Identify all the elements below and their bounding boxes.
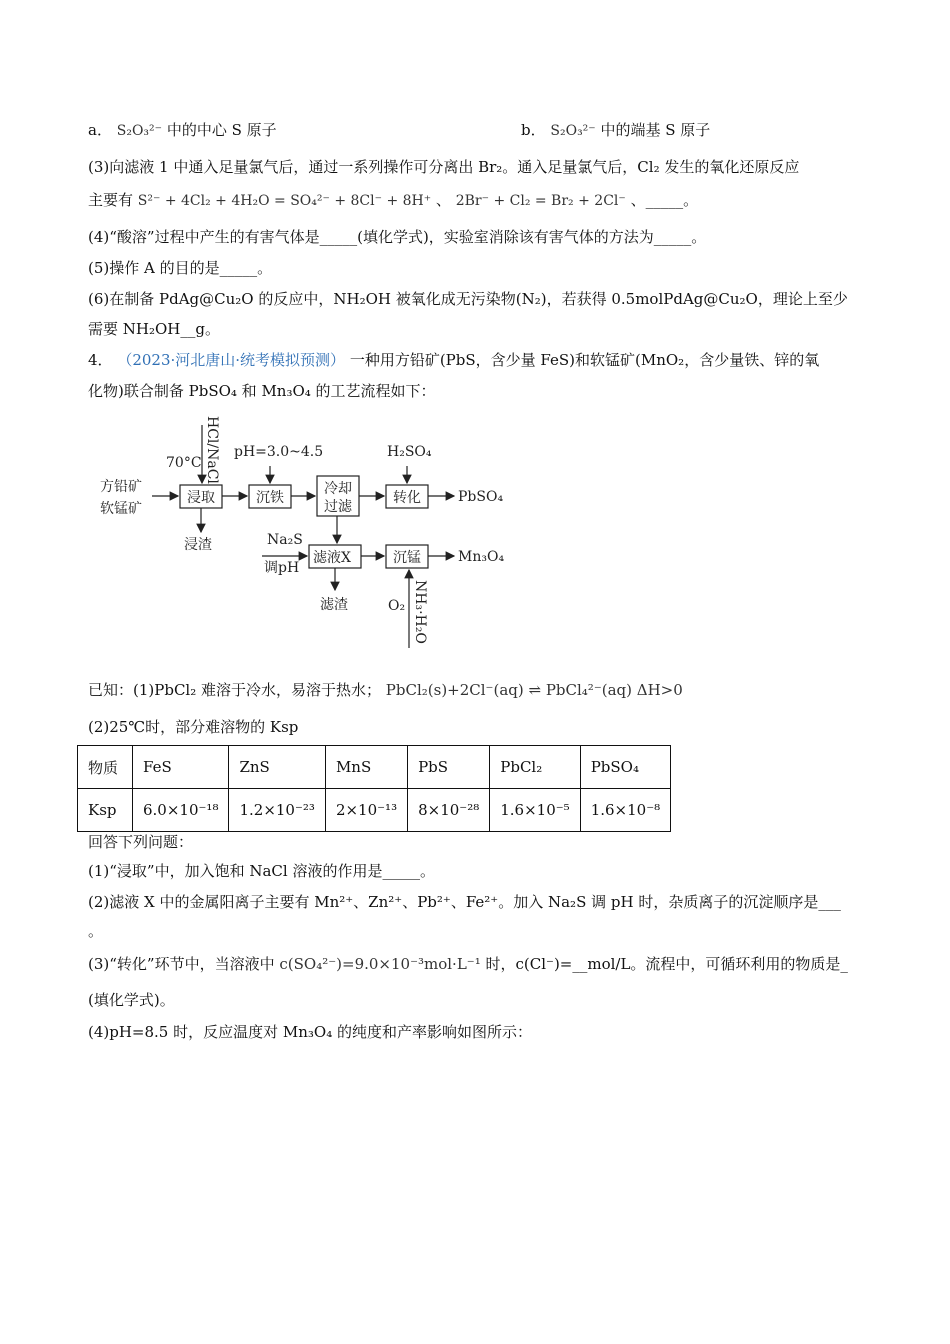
reagent-ammonia: NH₃·H₂O: [412, 580, 428, 644]
question-number: 4．: [88, 351, 113, 369]
question-4-line2: 化物)联合制备 PbSO₄ 和 Mn₃O₄ 的工艺流程如下：: [88, 382, 436, 400]
option-a: [88, 120, 277, 141]
q3-line1: (3)向滤液 1 中通入足量氯气后，通过一系列操作可分离出 Br₂。通入足量氯气后，Cl₂ 发生的氧化还原反应: [88, 158, 800, 176]
table-cell: PbS: [408, 746, 490, 789]
table-cell: Ksp: [78, 789, 133, 832]
box-convert-label: 转化: [393, 490, 421, 506]
q4-acid: (4)“酸溶”过程中产生的有害气体是_____(填化学式)，实验室消除该有害气体的方法为_____。: [88, 228, 707, 246]
table-cell: 2×10⁻¹³: [325, 789, 407, 832]
box-filtrate-x-label: 滤液X: [313, 550, 351, 566]
option-b-formula: S₂O₃²⁻: [550, 123, 596, 139]
q6-line2: 需要 NH₂OH__g。: [88, 320, 220, 338]
option-a-text: 中的中心 S 原子: [166, 121, 277, 139]
adjust-ph-label: 调pH: [264, 560, 300, 576]
answer-intro: 回答下列问题：: [88, 833, 194, 851]
known-1-text: 已知：(1)PbCl₂ 难溶于冷水，易溶于热水；: [88, 681, 381, 699]
input-galena: 方铅矿: [100, 479, 142, 495]
q3-separator: 、: [435, 191, 451, 209]
temp-label: 70°C: [166, 455, 202, 471]
answer-3-line2: (填化学式)。: [88, 991, 175, 1009]
q3-line2: [88, 190, 698, 211]
answer-1: (1)“浸取”中，加入饱和 NaCl 溶液的作用是_____。: [88, 862, 435, 880]
q3-end: 、_____。: [630, 191, 699, 209]
q5-operation: (5)操作 A 的目的是_____。: [88, 259, 273, 277]
input-pyrolusite: 软锰矿: [100, 501, 142, 517]
question-source: （2023·河北唐山·统考模拟预测）: [117, 351, 346, 369]
reagent-na2s: Na₂S: [267, 532, 303, 548]
box-leach-label: 浸取: [187, 490, 215, 506]
answer-3-equation: c(SO₄²⁻)=9.0×10⁻³mol·L⁻¹: [279, 955, 481, 973]
answer-2-line1: (2)滤液 X 中的金属阳离子主要有 Mn²⁺、Zn²⁺、Pb²⁺、Fe²⁺。加入 Na₂S 调 pH 时，杂质离子的沉淀顺序是___: [88, 893, 841, 911]
table-cell: 1.2×10⁻²³: [229, 789, 325, 832]
box-filter-label: 过滤: [324, 499, 352, 515]
option-b: [521, 120, 710, 141]
q3-equation-2: 2Br⁻ + Cl₂ = Br₂ + 2Cl⁻: [455, 193, 626, 209]
table-cell: FeS: [133, 746, 229, 789]
box-iron-removal-label: 沉铁: [256, 490, 284, 506]
answer-3-prefix: (3)“转化”环节中，当溶液中: [88, 955, 275, 973]
leach-residue: 浸渣: [184, 537, 212, 553]
q3-equation-1: S²⁻ + 4Cl₂ + 4H₂O = SO₄²⁻ + 8Cl⁻ + 8H⁺: [137, 193, 432, 209]
product-pbso4: PbSO₄: [458, 489, 504, 505]
box-mn-precip-label: 沉锰: [393, 550, 421, 566]
answer-2-line2: 。: [88, 922, 104, 940]
product-mn3o4: Mn₃O₄: [458, 549, 505, 565]
table-cell: PbCl₂: [490, 746, 580, 789]
table-cell: 8×10⁻²⁸: [408, 789, 490, 832]
ph-label: pH=3.0~4.5: [234, 444, 324, 460]
known-1-equation: PbCl₂(s)+2Cl⁻(aq) ⇌ PbCl₄²⁻(aq) ΔH>0: [385, 681, 683, 699]
reagent-o2: O₂: [388, 598, 406, 614]
reagent-h2so4: H₂SO₄: [387, 444, 432, 460]
ksp-table: [77, 745, 671, 832]
table-cell: 物质: [78, 746, 133, 789]
box-cool-label: 冷却: [324, 481, 352, 497]
known-2: (2)25℃时，部分难溶物的 Ksp: [88, 718, 299, 736]
question-4-text: 一种用方铅矿(PbS，含少量 FeS)和软锰矿(MnO₂，含少量铁、锌的氧: [349, 351, 820, 369]
answer-3-line1: [88, 954, 848, 974]
known-1: [88, 680, 683, 700]
option-b-label: b．: [521, 121, 546, 139]
table-cell: PbSO₄: [580, 746, 670, 789]
q3-prefix: 主要有: [88, 191, 134, 209]
table-cell: 1.6×10⁻⁸: [580, 789, 670, 832]
table-header-row: [78, 746, 671, 789]
table-cell: ZnS: [229, 746, 325, 789]
question-4-line1: [88, 350, 819, 370]
filter-residue: 滤渣: [320, 597, 348, 613]
reagent-hcl-nacl: HCl/NaCl: [204, 416, 220, 484]
option-b-text: 中的端基 S 原子: [600, 121, 711, 139]
table-cell: 6.0×10⁻¹⁸: [133, 789, 229, 832]
table-cell: MnS: [325, 746, 407, 789]
process-flow-diagram: [96, 410, 526, 655]
table-row: [78, 789, 671, 832]
answer-3-suffix: 时，c(Cl⁻)=__mol/L。流程中，可循环利用的物质是_: [485, 955, 848, 973]
option-a-formula: S₂O₃²⁻: [116, 123, 163, 139]
q6-line1: (6)在制备 PdAg@Cu₂O 的反应中，NH₂OH 被氧化成无污染物(N₂)，若获得 0.5molPdAg@Cu₂O，理论上至少: [88, 290, 848, 308]
option-a-label: a．: [88, 121, 112, 139]
answer-4: (4)pH=8.5 时，反应温度对 Mn₃O₄ 的纯度和产率影响如图所示：: [88, 1023, 533, 1041]
table-cell: 1.6×10⁻⁵: [490, 789, 580, 832]
